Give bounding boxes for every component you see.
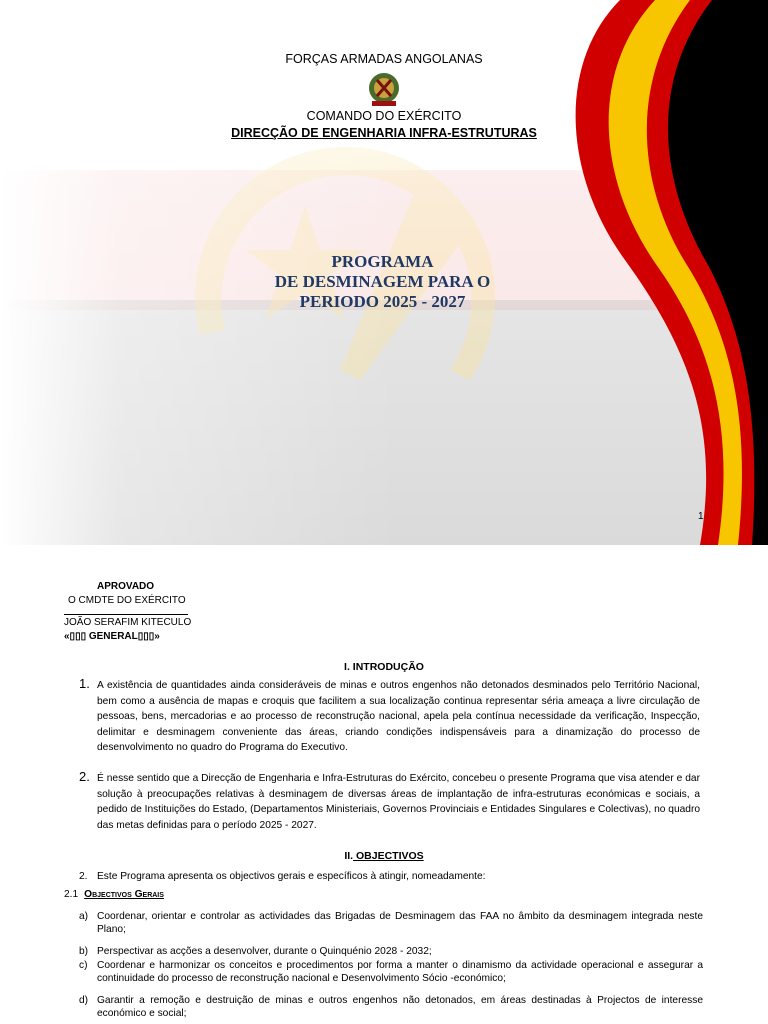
list-item: Perspectivar as acções a desenvolver, durante o Quinquénio 2028 - 2032; <box>97 946 432 957</box>
subsection-heading <box>64 889 164 900</box>
list-letter: c) <box>79 960 88 971</box>
approver-rank: «▯▯▯ GENERAL▯▯▯» <box>64 631 160 642</box>
title-line: PROGRAMA <box>331 252 434 271</box>
approver-name: JOÃO SERAFIM KITECULO <box>64 617 192 628</box>
list-item: Garantir a remoção e destruição de minas e outros engenhos não detonados, em áreas destinadas à Projectos de interesse económico e social; <box>97 995 703 1019</box>
army-emblem-icon <box>364 70 404 108</box>
subsection-number: 2.1 <box>64 889 79 900</box>
list-number: 2. <box>79 871 88 882</box>
approval-block <box>60 580 191 644</box>
heading-number: II. <box>344 850 354 862</box>
objectives-intro: Este Programa apresenta os objectivos gerais e específicos à atingir, nomeadamente: <box>97 871 486 882</box>
list-letter: a) <box>79 911 89 922</box>
command-name: COMANDO DO EXÉRCITO <box>306 109 462 123</box>
subsection-title: Objectivos Gerais <box>84 889 164 900</box>
approver-role: O CMDTE DO EXÉRCITO <box>68 595 186 606</box>
page-number: 1 <box>698 511 704 522</box>
list-item: Coordenar e harmonizar os conceitos e procedimentos por forma a manter o dinamismo da actividade operacional e assegurar a continuidade do processo de reconstrução nacional e Desenvolvimento Sócio -económico; <box>97 960 703 984</box>
title-line: PERIODO 2025 - 2027 <box>299 292 466 311</box>
list-number: 1. <box>79 676 90 691</box>
program-title <box>230 252 535 312</box>
approved-label: APROVADO <box>97 581 155 592</box>
list-letter: b) <box>79 946 89 957</box>
intro-paragraph-2: É nesse sentido que a Direcção de Engenharia e Infra-Estruturas do Exército, concebeu o presente Programa que visa atender e dar solução à preocupações relativas à desminagem de diversas áreas de implantação de infra-estruturas económicas e sociais, a pedido de Instituições do Estado, (Departamentos Ministeriais, Governos Provinciais e Entidades Singulares e Colectivas), no quadro das metas definidas para o período 2025 - 2027. <box>97 773 700 831</box>
heading-text: OBJECTIVOS <box>353 850 424 862</box>
signature-line <box>64 614 188 615</box>
directorate-name: DIRECÇÃO DE ENGENHARIA INFRA-ESTRUTURAS <box>231 126 537 140</box>
title-line: DE DESMINAGEM PARA O <box>274 272 491 291</box>
list-item: Coordenar, orientar e controlar as actividades das Brigadas de Desminagem das FAA no âmbito da desminagem integrada neste Plano; <box>97 911 703 935</box>
list-number: 2. <box>79 769 90 784</box>
section-heading-introduction: I. INTRODUÇÃO <box>344 661 424 673</box>
org-name: FORÇAS ARMADAS ANGOLANAS <box>285 52 483 66</box>
section-heading-objectives <box>0 850 768 862</box>
intro-paragraph-1: A existência de quantidades ainda consideráveis de minas e outros engenhos não detonados desminados pelo Território Nacional, bem como a ausência de mapas e croquis que facilitem a sua localização continua representar séria ameaça a livre circulação de pessoas, bens, mercadorias e ao processo de reconstrução nacional, apela pela contínua necessidade da verificação, Inspecção, delimitar e desminagem conveniente das áreas, criando condições indispensáveis para a dinamização do processo de desenvolvimento no quadro do Programa do Executivo. <box>97 680 700 753</box>
list-letter: d) <box>79 995 89 1006</box>
